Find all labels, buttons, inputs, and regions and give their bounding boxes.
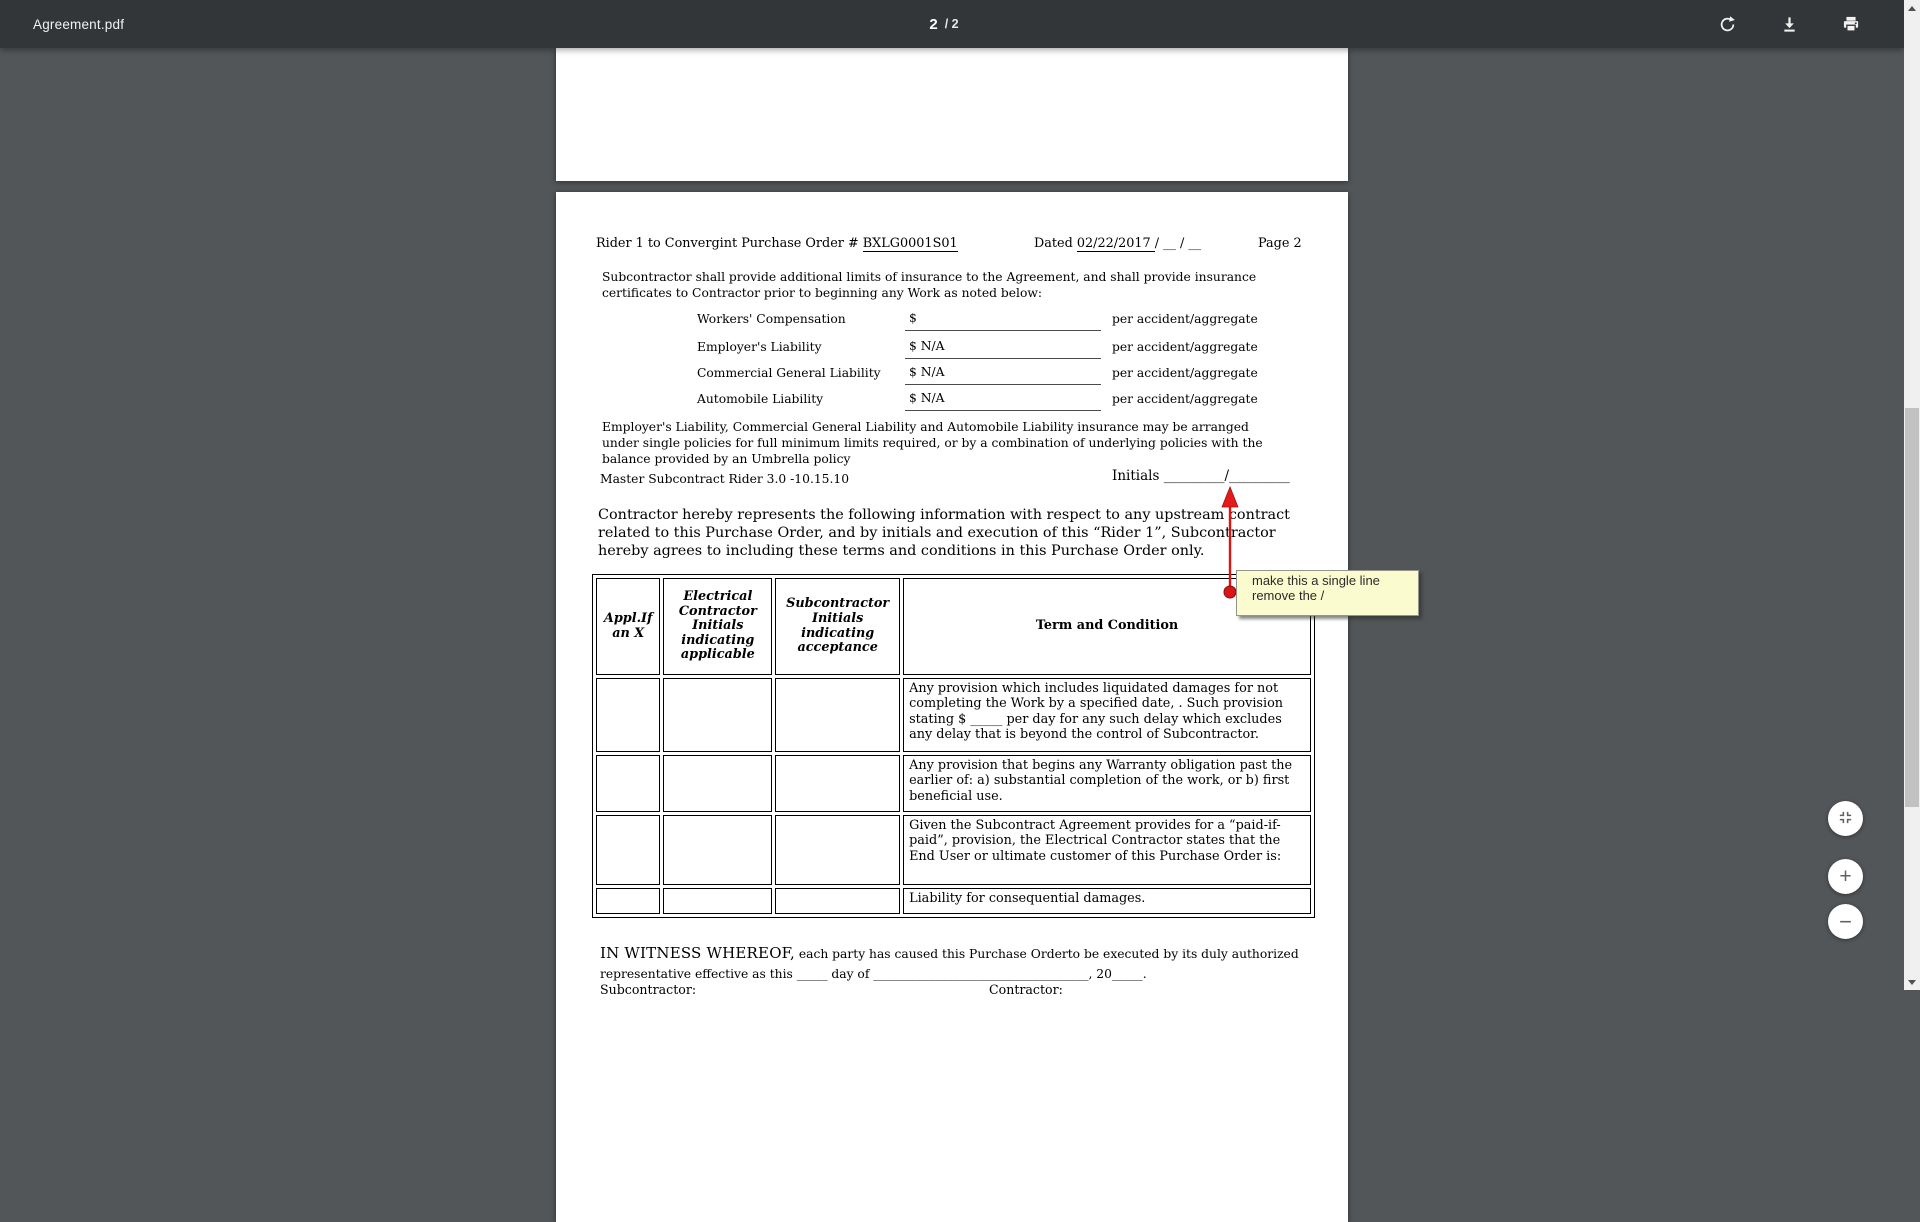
table-row	[596, 755, 1311, 812]
witness-rest: each party has caused this Purchase Orderto be executed by its duly authorized representative effective as this _____ day of ___________________________________, 20_____.	[600, 947, 1299, 981]
table-header-electrical-initials: Electrical Contractor Initials indicating applicable	[663, 578, 772, 675]
vertical-scrollbar[interactable]	[1904, 0, 1920, 990]
page-indicator	[0, 0, 1888, 48]
initials-blank[interactable]: _________/_________	[1163, 468, 1290, 484]
initials-line	[1112, 468, 1290, 484]
master-rider-label: Master Subcontract Rider 3.0 -10.15.10	[600, 472, 850, 486]
pdf-page-2	[556, 192, 1348, 1222]
applicable-cell[interactable]	[596, 888, 660, 914]
subcontractor-initials-cell[interactable]	[775, 755, 900, 812]
triangle-down-icon	[1908, 980, 1916, 985]
terms-table	[592, 574, 1315, 918]
zoom-out-button[interactable]	[1828, 904, 1863, 939]
rotate-button[interactable]	[1710, 7, 1744, 41]
insurance-row	[556, 362, 1348, 389]
applicable-cell[interactable]	[596, 815, 660, 885]
insurance-value-field[interactable]: $ N/A	[905, 388, 1101, 411]
subcontractor-initials-cell[interactable]	[775, 678, 900, 752]
insurance-suffix: per accident/aggregate	[1112, 392, 1258, 406]
contractor-paragraph: Contractor hereby represents the following information with respect to any upstream contract related to this Purchase Order, and by initials and execution of this “Rider 1”, Subcontractor hereby agrees to including these terms and conditions in this Purchase Order only.	[598, 507, 1290, 560]
insurance-label: Automobile Liability	[697, 392, 824, 406]
table-header-applicable: Appl.If an X	[596, 578, 660, 675]
insurance-row	[556, 388, 1348, 415]
insurance-suffix: per accident/aggregate	[1112, 312, 1258, 326]
download-button[interactable]	[1772, 7, 1806, 41]
insurance-label: Commercial General Liability	[697, 366, 881, 380]
download-icon	[1780, 15, 1799, 34]
insurance-label: Employer's Liability	[697, 340, 822, 354]
electrical-initials-cell[interactable]	[663, 815, 772, 885]
pdf-toolbar	[0, 0, 1904, 48]
insurance-label: Workers' Compensation	[697, 312, 846, 326]
insurance-value-field[interactable]: $ N/A	[905, 362, 1101, 385]
term-cell: Liability for consequential damages.	[903, 888, 1311, 914]
comment-text-line: remove the /	[1252, 587, 1325, 603]
term-cell: Any provision that begins any Warranty obligation past the earlier of: a) substantial completion of the work, or b) first beneficial use.	[903, 755, 1311, 812]
applicable-cell[interactable]	[596, 755, 660, 812]
plus-icon: +	[1839, 864, 1852, 888]
doc-page-label: Page 2	[1258, 236, 1302, 251]
table-row	[596, 888, 1311, 914]
comment-note[interactable]	[1236, 570, 1419, 616]
table-header-term: Term and Condition	[903, 578, 1311, 675]
print-button[interactable]	[1834, 7, 1868, 41]
doc-header-title	[596, 236, 958, 251]
insurance-value-field[interactable]: $	[905, 308, 1101, 331]
electrical-initials-cell[interactable]	[663, 678, 772, 752]
electrical-initials-cell[interactable]	[663, 755, 772, 812]
scroll-down-arrow[interactable]	[1904, 974, 1920, 990]
doc-header-dated	[1034, 236, 1201, 251]
comment-text-line: make this a single line	[1252, 573, 1380, 588]
rotate-icon	[1718, 15, 1737, 34]
umbrella-paragraph: Employer's Liability, Commercial General Liability and Automobile Liability insurance may be arranged under single policies for full minimum limits required, or by a combination of underlying policies with the balance provided by an Umbrella policy	[602, 420, 1263, 466]
print-icon	[1841, 14, 1861, 34]
page-count-label: / 2	[944, 17, 959, 31]
insurance-suffix: per accident/aggregate	[1112, 366, 1258, 380]
table-row	[596, 678, 1311, 752]
insurance-row	[556, 336, 1348, 363]
insurance-value-field[interactable]: $ N/A	[905, 336, 1101, 359]
subcontractor-initials-cell[interactable]	[775, 888, 900, 914]
document-title: Agreement.pdf	[33, 16, 125, 32]
term-cell: Any provision which includes liquidated damages for not completing the Work by a specified date, . Such provision stating $ _____ per day for any such delay which excludes any delay that is beyond the control of Subcontractor.	[903, 678, 1311, 752]
scroll-up-arrow[interactable]	[1904, 0, 1920, 16]
witness-lead: IN WITNESS WHEREOF,	[600, 944, 795, 962]
subcontractor-label: Subcontractor:	[600, 982, 697, 997]
fit-to-page-icon	[1837, 809, 1854, 829]
table-row	[596, 815, 1311, 885]
dated-label: Dated	[1034, 236, 1077, 251]
dated-value: 02/22/2017	[1076, 236, 1155, 251]
po-number: BXLG0001S01	[862, 236, 958, 251]
pdf-page-1	[556, 48, 1348, 181]
triangle-up-icon	[1908, 6, 1916, 11]
insurance-suffix: per accident/aggregate	[1112, 340, 1258, 354]
initials-label: Initials	[1112, 468, 1164, 484]
intro-paragraph: Subcontractor shall provide additional limits of insurance to the Agreement, and shall provide insurance certificates to Contractor prior to beginning any Work as noted below:	[602, 270, 1257, 300]
contractor-label: Contractor:	[989, 982, 1063, 997]
witness-paragraph	[600, 942, 1306, 983]
toolbar-actions	[1710, 0, 1868, 48]
insurance-row	[556, 308, 1348, 335]
zoom-in-button[interactable]	[1828, 859, 1863, 894]
fit-to-page-button[interactable]	[1828, 801, 1863, 836]
subcontractor-initials-cell[interactable]	[775, 815, 900, 885]
table-header-subcontractor-initials: Subcontractor Initials indicating acceptance	[775, 578, 900, 675]
doc-header-title-prefix: Rider 1 to Convergint Purchase Order #	[596, 236, 863, 251]
minus-icon: −	[1839, 908, 1852, 934]
dated-suffix: / __ / __	[1154, 236, 1202, 251]
scrollbar-thumb[interactable]	[1905, 408, 1919, 807]
electrical-initials-cell[interactable]	[663, 888, 772, 914]
term-cell: Given the Subcontract Agreement provides for a “paid-if-paid”, provision, the Electrical Contractor states that the End User or ultimate customer of this Purchase Order is:	[903, 815, 1311, 885]
page-number-input[interactable]: 2	[929, 15, 938, 33]
applicable-cell[interactable]	[596, 678, 660, 752]
